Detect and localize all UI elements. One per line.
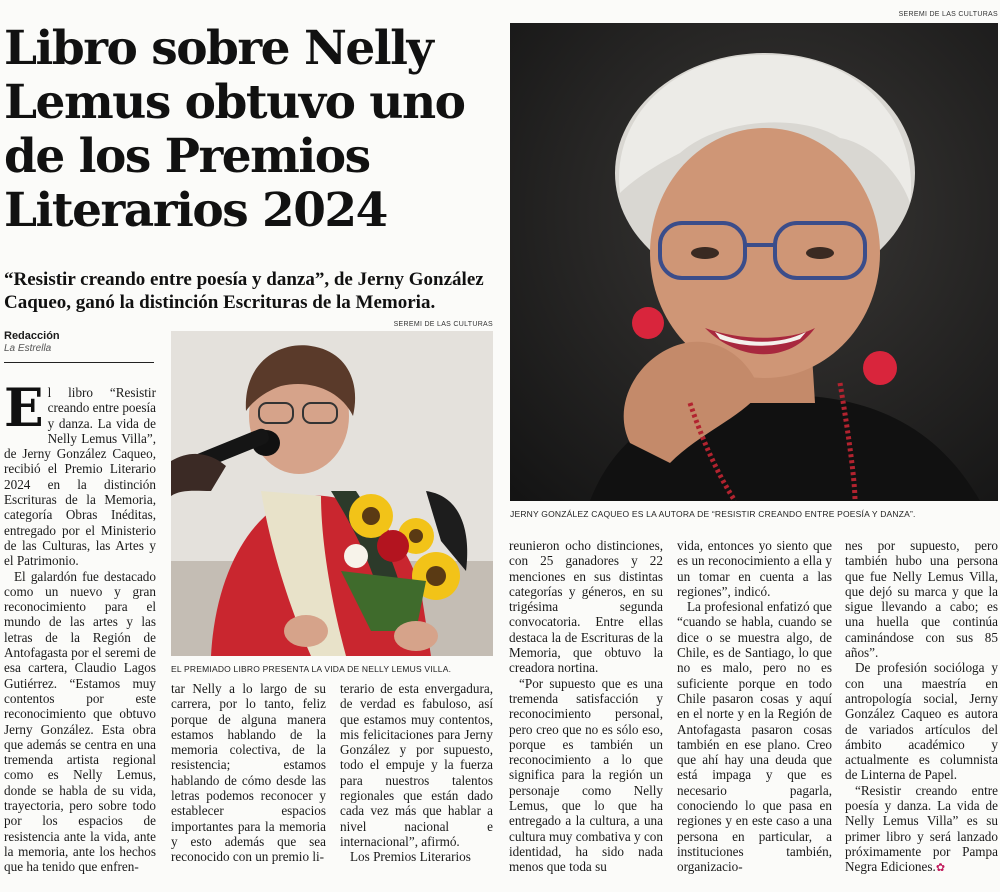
- main-photo-credit: SEREMI DE LAS CULTURAS: [898, 11, 998, 18]
- deck-subheadline: “Resistir creando entre poesía y danza”, de Jerny González Caqueo, ganó la distinción Escrituras de la Memoria.: [4, 269, 484, 313]
- byline-author: Redacción: [4, 330, 60, 342]
- paragraph: Los Premios Literarios: [350, 849, 471, 865]
- paragraph: tar Nelly a lo largo de su carrera, por lo tanto, feliz porque de alguna manera estamos hablando de la memoria colectiva, de la resistencia; estamos hablando de cómo desde las letras podemos reconocer y establecer espacios importantes para la memoria y esto además que sea reconocido con un premio li-: [171, 681, 326, 865]
- paragraph: l libro “Resistir creando entre poesía y danza. La vida de Nelly Lemus Villa”, de Jerny González Caqueo, recibió el Premio Literario 2024 en la distinción Escrituras de la Memoria, categoría Obras Inéditas, entregado por el Ministerio de las Culturas, las Artes y el Patrimonio.: [4, 385, 156, 569]
- byline-divider: [4, 362, 154, 363]
- paragraph: “Por supuesto que es una tremenda satisfacción y reconocimiento personal, pero creo que no es sólo eso, porque es también un reconocimiento a lo que significa para la región un personaje como Nelly Lemus, que lo que ha entregado a la cultura, a una cultura muy combativa y con identidad, ha sido nada menos que toda su: [509, 675, 663, 875]
- secondary-photo: [171, 331, 493, 656]
- paragraph: [845, 783, 998, 877]
- paragraph: El galardón fue destacado como un nuevo y gran reconocimiento para el mundo de las artes y las letras de la Región de Antofagasta por el seremi de esa cartera, Claudio Lagos Gutiérrez. “Estamos muy contentos por este reconocimiento que obtuvo Jerny González. Esta obra que además se centra en una tremenda artista regional como es Nelly Lemus, donde se habla de su vida, trayectoria, pero sobre todo por los espacios de resistencia ante la vida, ante la memoria, ante los hechos que ha tenido que enfren-: [4, 568, 156, 875]
- paragraph-text: “Resistir creando entre poesía y danza. La vida de Nelly Lemus Villa” es su primer libro y será lanzado próximamente por Pampa Negra Ediciones.: [845, 782, 998, 875]
- byline: [4, 330, 154, 355]
- body-column-4: [509, 538, 663, 888]
- secondary-photo-credit: SEREMI DE LAS CULTURAS: [393, 321, 493, 328]
- end-mark-icon: ✿: [935, 862, 946, 875]
- main-photo-caption: JERNY GONZÁLEZ CAQUEO ES LA AUTORA DE “RESISTIR CREANDO ENTRE POESÍA Y DANZA”.: [510, 509, 916, 519]
- paragraph: reunieron ocho distinciones, con 25 ganadores y 22 menciones en sus distintas categorías y géneros, en su trigésima segunda convocatoria. Entre ellas destaca la de Escrituras de la Memoria, que obtuvo la creadora nortina.: [509, 538, 663, 676]
- paragraph: nes por supuesto, pero también hubo una persona que fue Nelly Lemus Villa, que dejó su marca y que la sigue llevando a cabo; es una huella que continúa caminándose con sus 85 años”.: [845, 538, 998, 661]
- award-photo-illustration: [171, 331, 493, 656]
- paragraph: De profesión socióloga y con una maestría en antropología social, Jerny González Caqueo es autora de variados artículos del ámbito académico y actualmente es columnista de Linterna de Papel.: [845, 660, 998, 783]
- body-column-2: [171, 681, 326, 886]
- byline-outlet: La Estrella: [4, 343, 52, 354]
- paragraph: La profesional enfatizó que “cuando se habla, cuando se dice o se muestra algo, de Chile, es de Santiago, lo que no es malo, pero no es suficiente porque en todo Chile pasaron cosas y aquí en el norte y en la Región de Antofagasta pasaron cosas también en ese plano. Creo que ahí hay una deuda que está impaga y que es necesario pagarla, conociendo lo que pasa en regiones y en este caso a una persona en particular, a instituciones también, organizacio-: [677, 599, 832, 875]
- paragraph: vida, entonces yo siento que es un reconocimiento a ella y un tomar en cuenta a las regiones”, indicó.: [677, 538, 832, 599]
- body-column-5: [677, 538, 832, 888]
- body-column-6: [845, 538, 998, 888]
- portrait-illustration: [510, 23, 998, 501]
- headline: Libro sobre Nelly Lemus obtuvo uno de los Premios Literarios 2024: [4, 21, 465, 238]
- drop-cap: E: [4, 385, 44, 439]
- body-column-3: [340, 681, 493, 886]
- secondary-photo-caption: EL PREMIADO LIBRO PRESENTA LA VIDA DE NELLY LEMUS VILLA.: [171, 664, 452, 674]
- body-column-1: [4, 385, 156, 885]
- paragraph: terario de esta envergadura, de verdad es fabuloso, así que estamos muy contentos, mis felicitaciones para Jerny González y por supuesto, todo el empuje y la fuerza para nuestros talentos regionales que están dado cada vez más que hablar a nivel nacional e internacional”, afirmó.: [340, 681, 493, 849]
- main-photo: [510, 23, 998, 501]
